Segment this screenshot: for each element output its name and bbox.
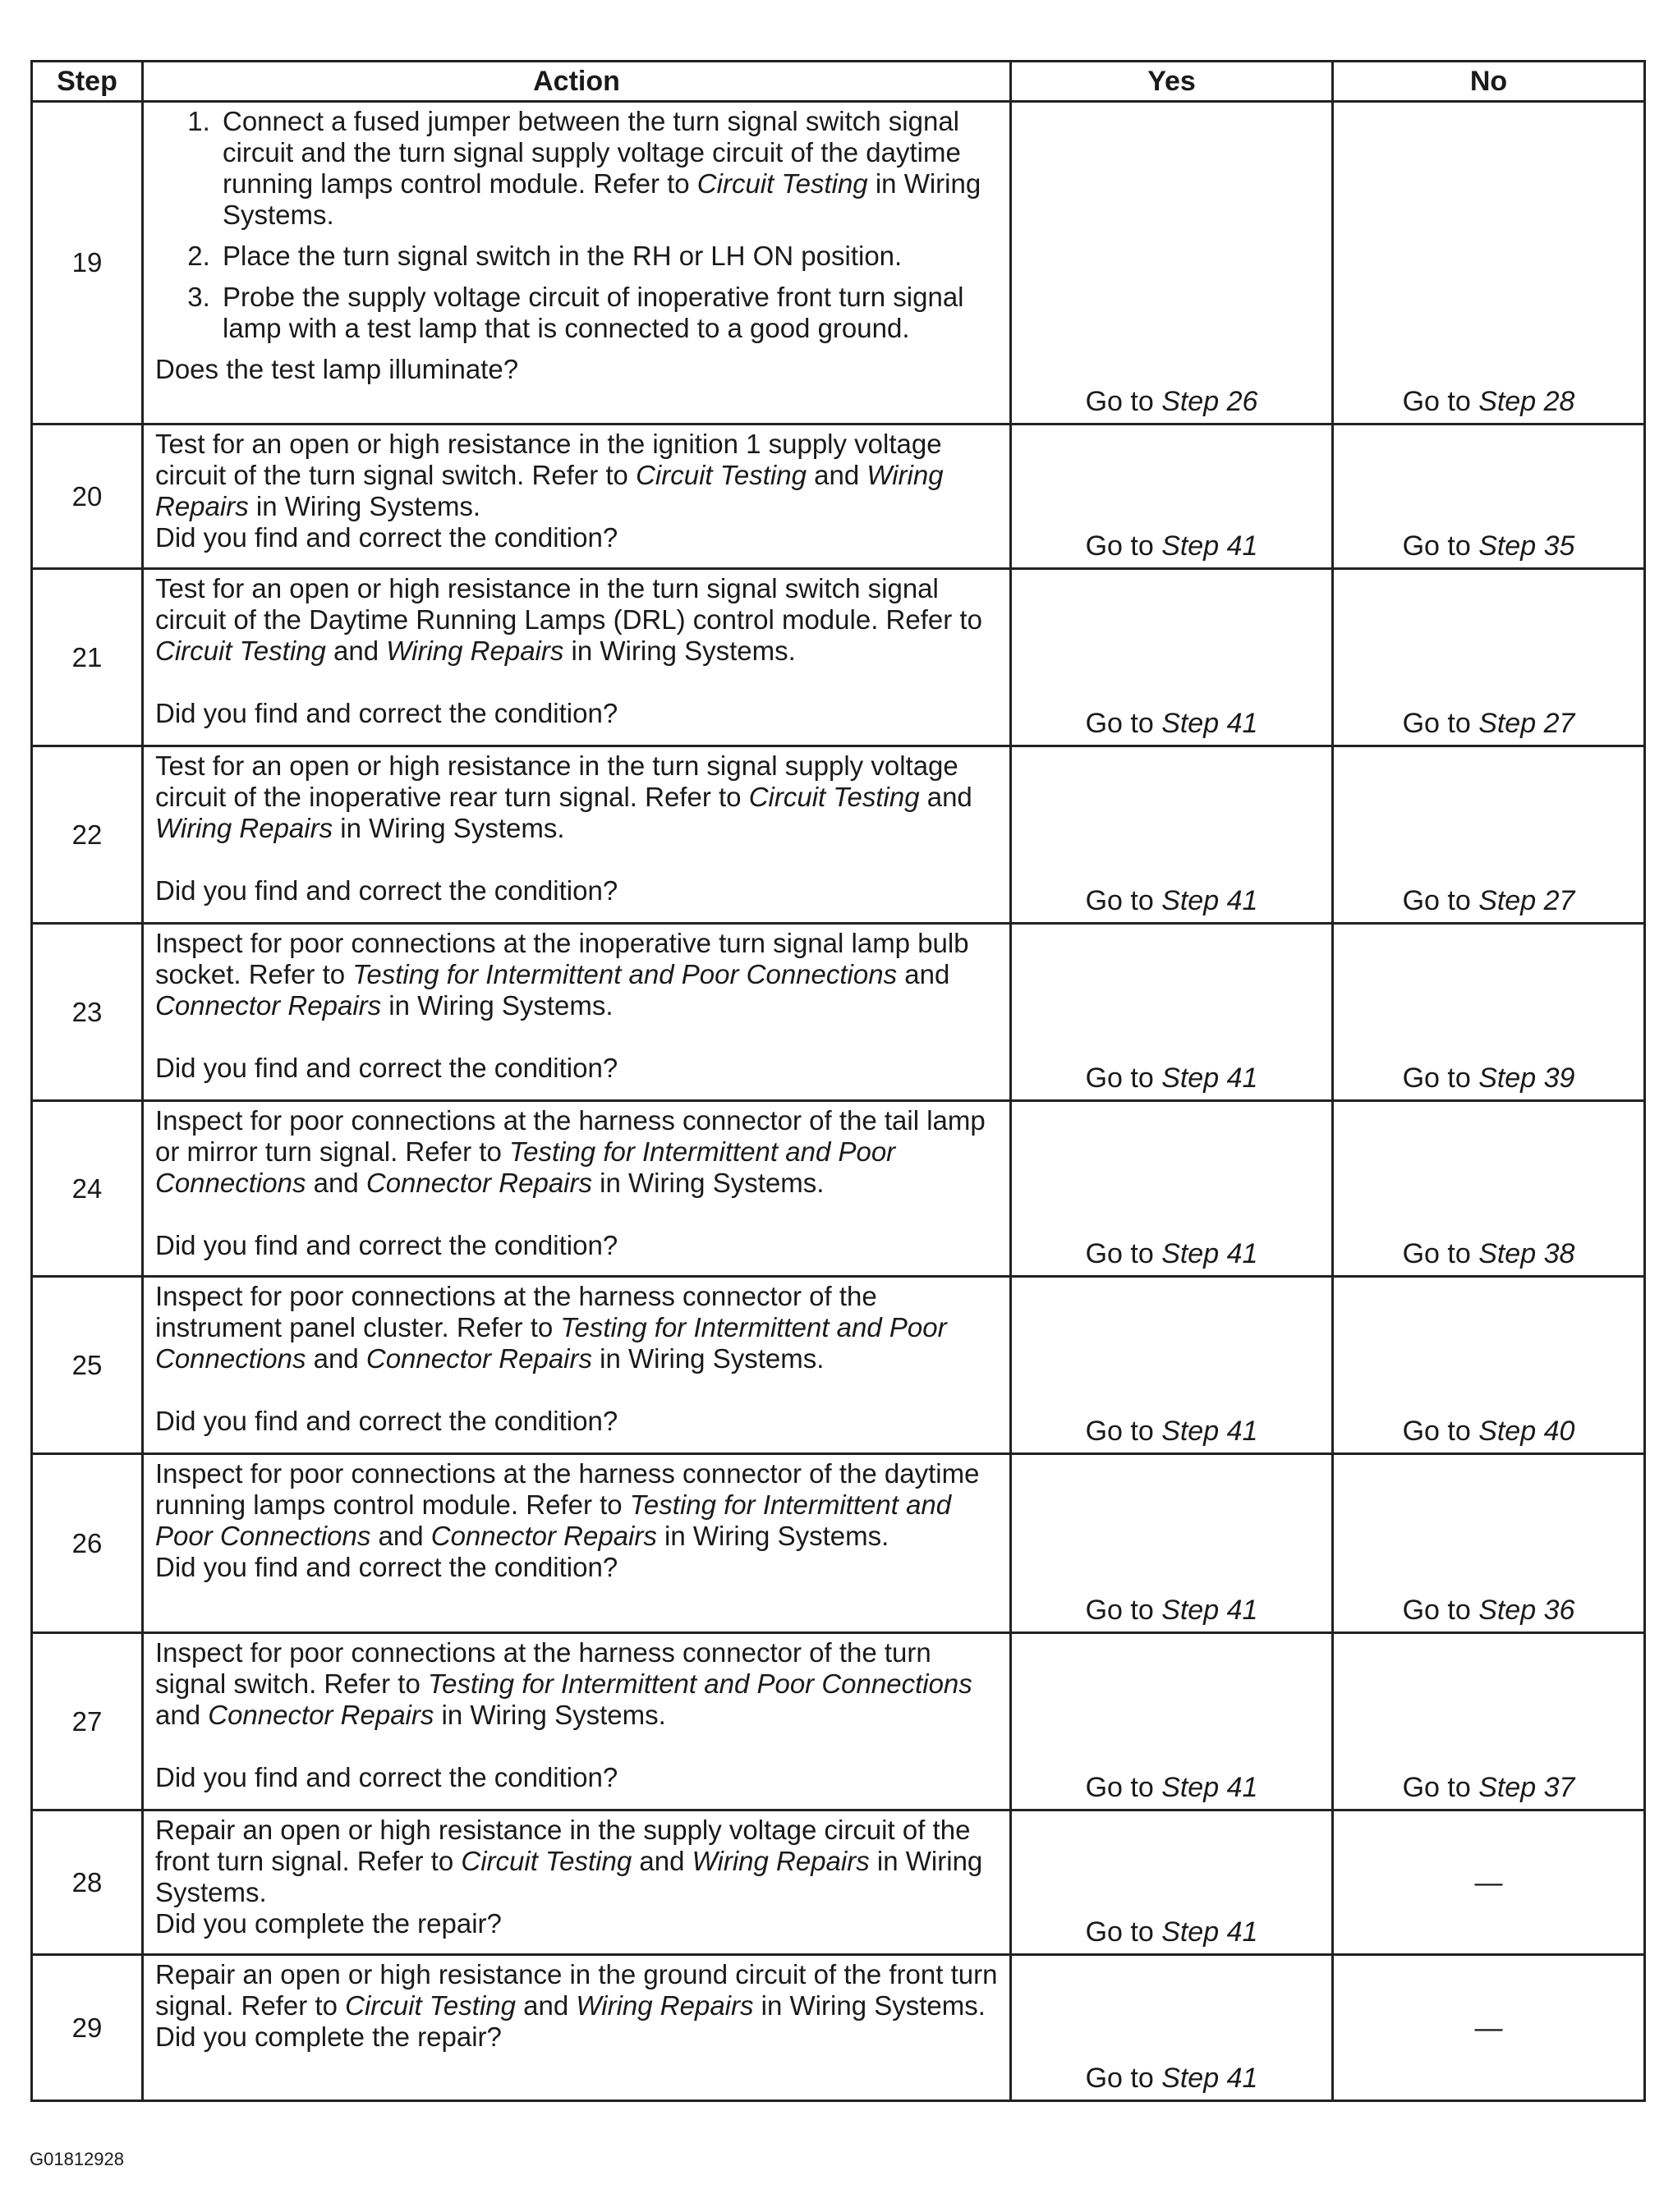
step-number: 21: [32, 569, 143, 746]
action-question: Did you complete the repair?: [155, 2022, 502, 2052]
action-cell: [143, 425, 1011, 569]
action-cell: [143, 569, 1011, 746]
action-question: Does the test lamp illuminate?: [155, 354, 519, 384]
action-cell: [143, 102, 1011, 425]
no-step-link: Step 28: [1478, 386, 1575, 417]
action-cell: [143, 1101, 1011, 1277]
header-row: [32, 62, 1645, 102]
action-cell: [143, 1277, 1011, 1454]
no-cell: Go to Step 39: [1333, 924, 1645, 1101]
table-row: [32, 1810, 1645, 1955]
diagnostic-table: [30, 60, 1646, 2102]
action-text: Inspect for poor connections at the harness connector of the tail lamp or mirror turn signal. Refer to Testing for Intermittent and Poor Connections and Connector Repairs in Wiring Systems.: [155, 1105, 986, 1198]
header-action: Action: [143, 62, 1011, 102]
table-row: [32, 425, 1645, 569]
action-question: Did you find and correct the condition?: [155, 522, 618, 553]
step-number: 27: [32, 1633, 143, 1810]
table-row: [32, 102, 1645, 425]
yes-cell: Go to Step 26: [1011, 102, 1333, 425]
table-row: [32, 1277, 1645, 1454]
no-cell-dash: —: [1333, 1810, 1645, 1955]
action-question: Did you complete the repair?: [155, 1908, 502, 1939]
table-row: [32, 924, 1645, 1101]
step-number: 20: [32, 425, 143, 569]
no-cell: Go to Step 36: [1333, 1454, 1645, 1633]
no-cell: Go to Step 40: [1333, 1277, 1645, 1454]
step-number: 22: [32, 746, 143, 924]
action-list: [155, 106, 1000, 344]
yes-step-link: Step 26: [1161, 386, 1258, 417]
no-cell: Go to Step 35: [1333, 425, 1645, 569]
list-item: 2. Place the turn signal switch in the RH or LH ON position.: [218, 241, 1000, 272]
action-question: Did you find and correct the condition?: [155, 1552, 618, 1582]
yes-cell: Go to Step 41: [1011, 1277, 1333, 1454]
step-number: 29: [32, 1955, 143, 2101]
action-cell: [143, 746, 1011, 924]
no-cell: Go to Step 27: [1333, 569, 1645, 746]
action-cell: [143, 1810, 1011, 1955]
step-number: 26: [32, 1454, 143, 1633]
yes-cell: Go to Step 41: [1011, 425, 1333, 569]
yes-cell: Go to Step 41: [1011, 1101, 1333, 1277]
action-question: Did you find and correct the condition?: [155, 1406, 618, 1436]
header-no: No: [1333, 62, 1645, 102]
action-text: Test for an open or high resistance in the ignition 1 supply voltage circuit of the turn signal switch. Refer to Circuit Testing and Wiring Repairs in Wiring Systems.: [155, 429, 944, 521]
action-text: Inspect for poor connections at the harness connector of the turn signal switch. Refer to Testing for Intermittent and Poor Connections and Connector Repairs in Wiring Systems.: [155, 1637, 972, 1730]
action-text: Test for an open or high resistance in the turn signal supply voltage circuit of the inoperative rear turn signal. Refer to Circuit Testing and Wiring Repairs in Wiring Systems.: [155, 750, 972, 843]
action-text: Inspect for poor connections at the harness connector of the instrument panel cluster. Refer to Testing for Intermittent and Poor Connections and Connector Repairs in Wiring Systems.: [155, 1281, 947, 1374]
list-item: 3. Probe the supply voltage circuit of inoperative front turn signal lamp with a test lamp that is connected to a good ground.: [218, 282, 1000, 344]
table-row: [32, 1454, 1645, 1633]
action-text: Inspect for poor connections at the inoperative turn signal lamp bulb socket. Refer to Testing for Intermittent and Poor Connections and Connector Repairs in Wiring Systems.: [155, 928, 969, 1021]
list-item: 1. Connect a fused jumper between the turn signal switch signal circuit and the turn signal supply voltage circuit of the daytime running lamps control module. Refer to Circuit Testing in Wiring Systems.: [218, 106, 1000, 231]
no-cell: Go to Step 28: [1333, 102, 1645, 425]
action-question: Did you find and correct the condition?: [155, 1762, 618, 1792]
figure-id: G01812928: [30, 2149, 124, 2169]
table-row: [32, 1955, 1645, 2101]
no-cell: Go to Step 27: [1333, 746, 1645, 924]
action-text: Repair an open or high resistance in the supply voltage circuit of the front turn signal. Refer to Circuit Testing and Wiring Repairs in Wiring Systems.: [155, 1815, 983, 1907]
action-question: Did you find and correct the condition?: [155, 1230, 618, 1260]
table-row: [32, 1101, 1645, 1277]
action-text: Test for an open or high resistance in the turn signal switch signal circuit of the Daytime Running Lamps (DRL) control module. Refer to Circuit Testing and Wiring Repairs in Wiring Systems.: [155, 573, 982, 666]
table-row: [32, 746, 1645, 924]
step-number: 23: [32, 924, 143, 1101]
yes-cell: Go to Step 41: [1011, 1955, 1333, 2101]
no-cell: Go to Step 38: [1333, 1101, 1645, 1277]
header-step: Step: [32, 62, 143, 102]
no-cell: Go to Step 37: [1333, 1633, 1645, 1810]
action-cell: [143, 1633, 1011, 1810]
action-cell: [143, 924, 1011, 1101]
action-question: Did you find and correct the condition?: [155, 875, 618, 906]
yes-cell: Go to Step 41: [1011, 1454, 1333, 1633]
table-row: [32, 1633, 1645, 1810]
action-cell: [143, 1454, 1011, 1633]
action-cell: [143, 1955, 1011, 2101]
yes-cell: Go to Step 41: [1011, 1633, 1333, 1810]
yes-cell: Go to Step 41: [1011, 1810, 1333, 1955]
table-row: [32, 569, 1645, 746]
yes-cell: Go to Step 41: [1011, 569, 1333, 746]
header-yes: Yes: [1011, 62, 1333, 102]
yes-cell: Go to Step 41: [1011, 924, 1333, 1101]
step-number: 24: [32, 1101, 143, 1277]
step-number: 25: [32, 1277, 143, 1454]
action-text: Inspect for poor connections at the harness connector of the daytime running lamps control module. Refer to Testing for Intermittent and Poor Connections and Connector Repairs in Wiring Systems.: [155, 1458, 980, 1551]
action-text: Repair an open or high resistance in the ground circuit of the front turn signal. Refer to Circuit Testing and Wiring Repairs in Wiring Systems.: [155, 1959, 998, 2021]
no-cell-dash: —: [1333, 1955, 1645, 2101]
reference-link: Circuit Testing: [696, 168, 868, 199]
step-number: 19: [32, 102, 143, 425]
yes-cell: Go to Step 41: [1011, 746, 1333, 924]
step-number: 28: [32, 1810, 143, 1955]
action-question: Did you find and correct the condition?: [155, 1053, 618, 1083]
action-question: Did you find and correct the condition?: [155, 698, 618, 728]
